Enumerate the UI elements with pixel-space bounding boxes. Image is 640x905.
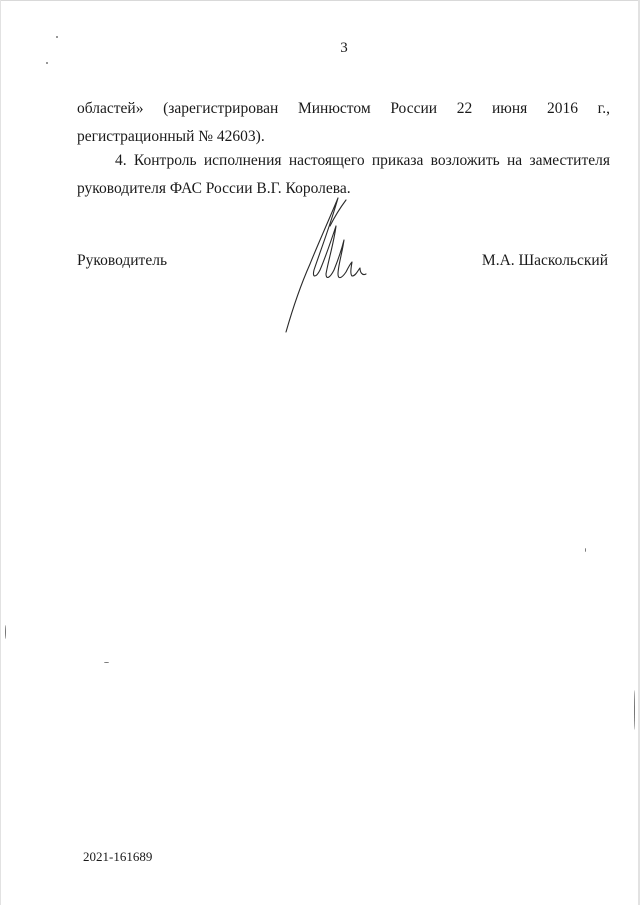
scan-speck <box>585 548 586 552</box>
paragraph-item-4-text: 4. Контроль исполнения настоящего приказа возложить на заместителя руководителя ФАС России В.Г. Королева. <box>77 152 610 197</box>
paragraph-continuation: областей» (зарегистрирован Минюстом России 22 июня 2016 г., регистрационный № 42603). <box>77 100 610 145</box>
scan-edge-left <box>0 0 1 905</box>
page-number: 3 <box>340 40 348 56</box>
signatory-role: Руководитель <box>77 252 168 269</box>
scan-speck <box>5 625 6 639</box>
document-registration-number: 2021-161689 <box>83 849 153 864</box>
scan-speck <box>46 62 48 64</box>
scan-speck <box>56 36 58 38</box>
signatory-name: М.А. Шаскольский <box>481 252 608 269</box>
handwritten-signature <box>272 186 382 336</box>
scan-edge-top <box>0 0 640 1</box>
scan-speck <box>104 662 109 663</box>
scan-speck <box>634 690 635 730</box>
